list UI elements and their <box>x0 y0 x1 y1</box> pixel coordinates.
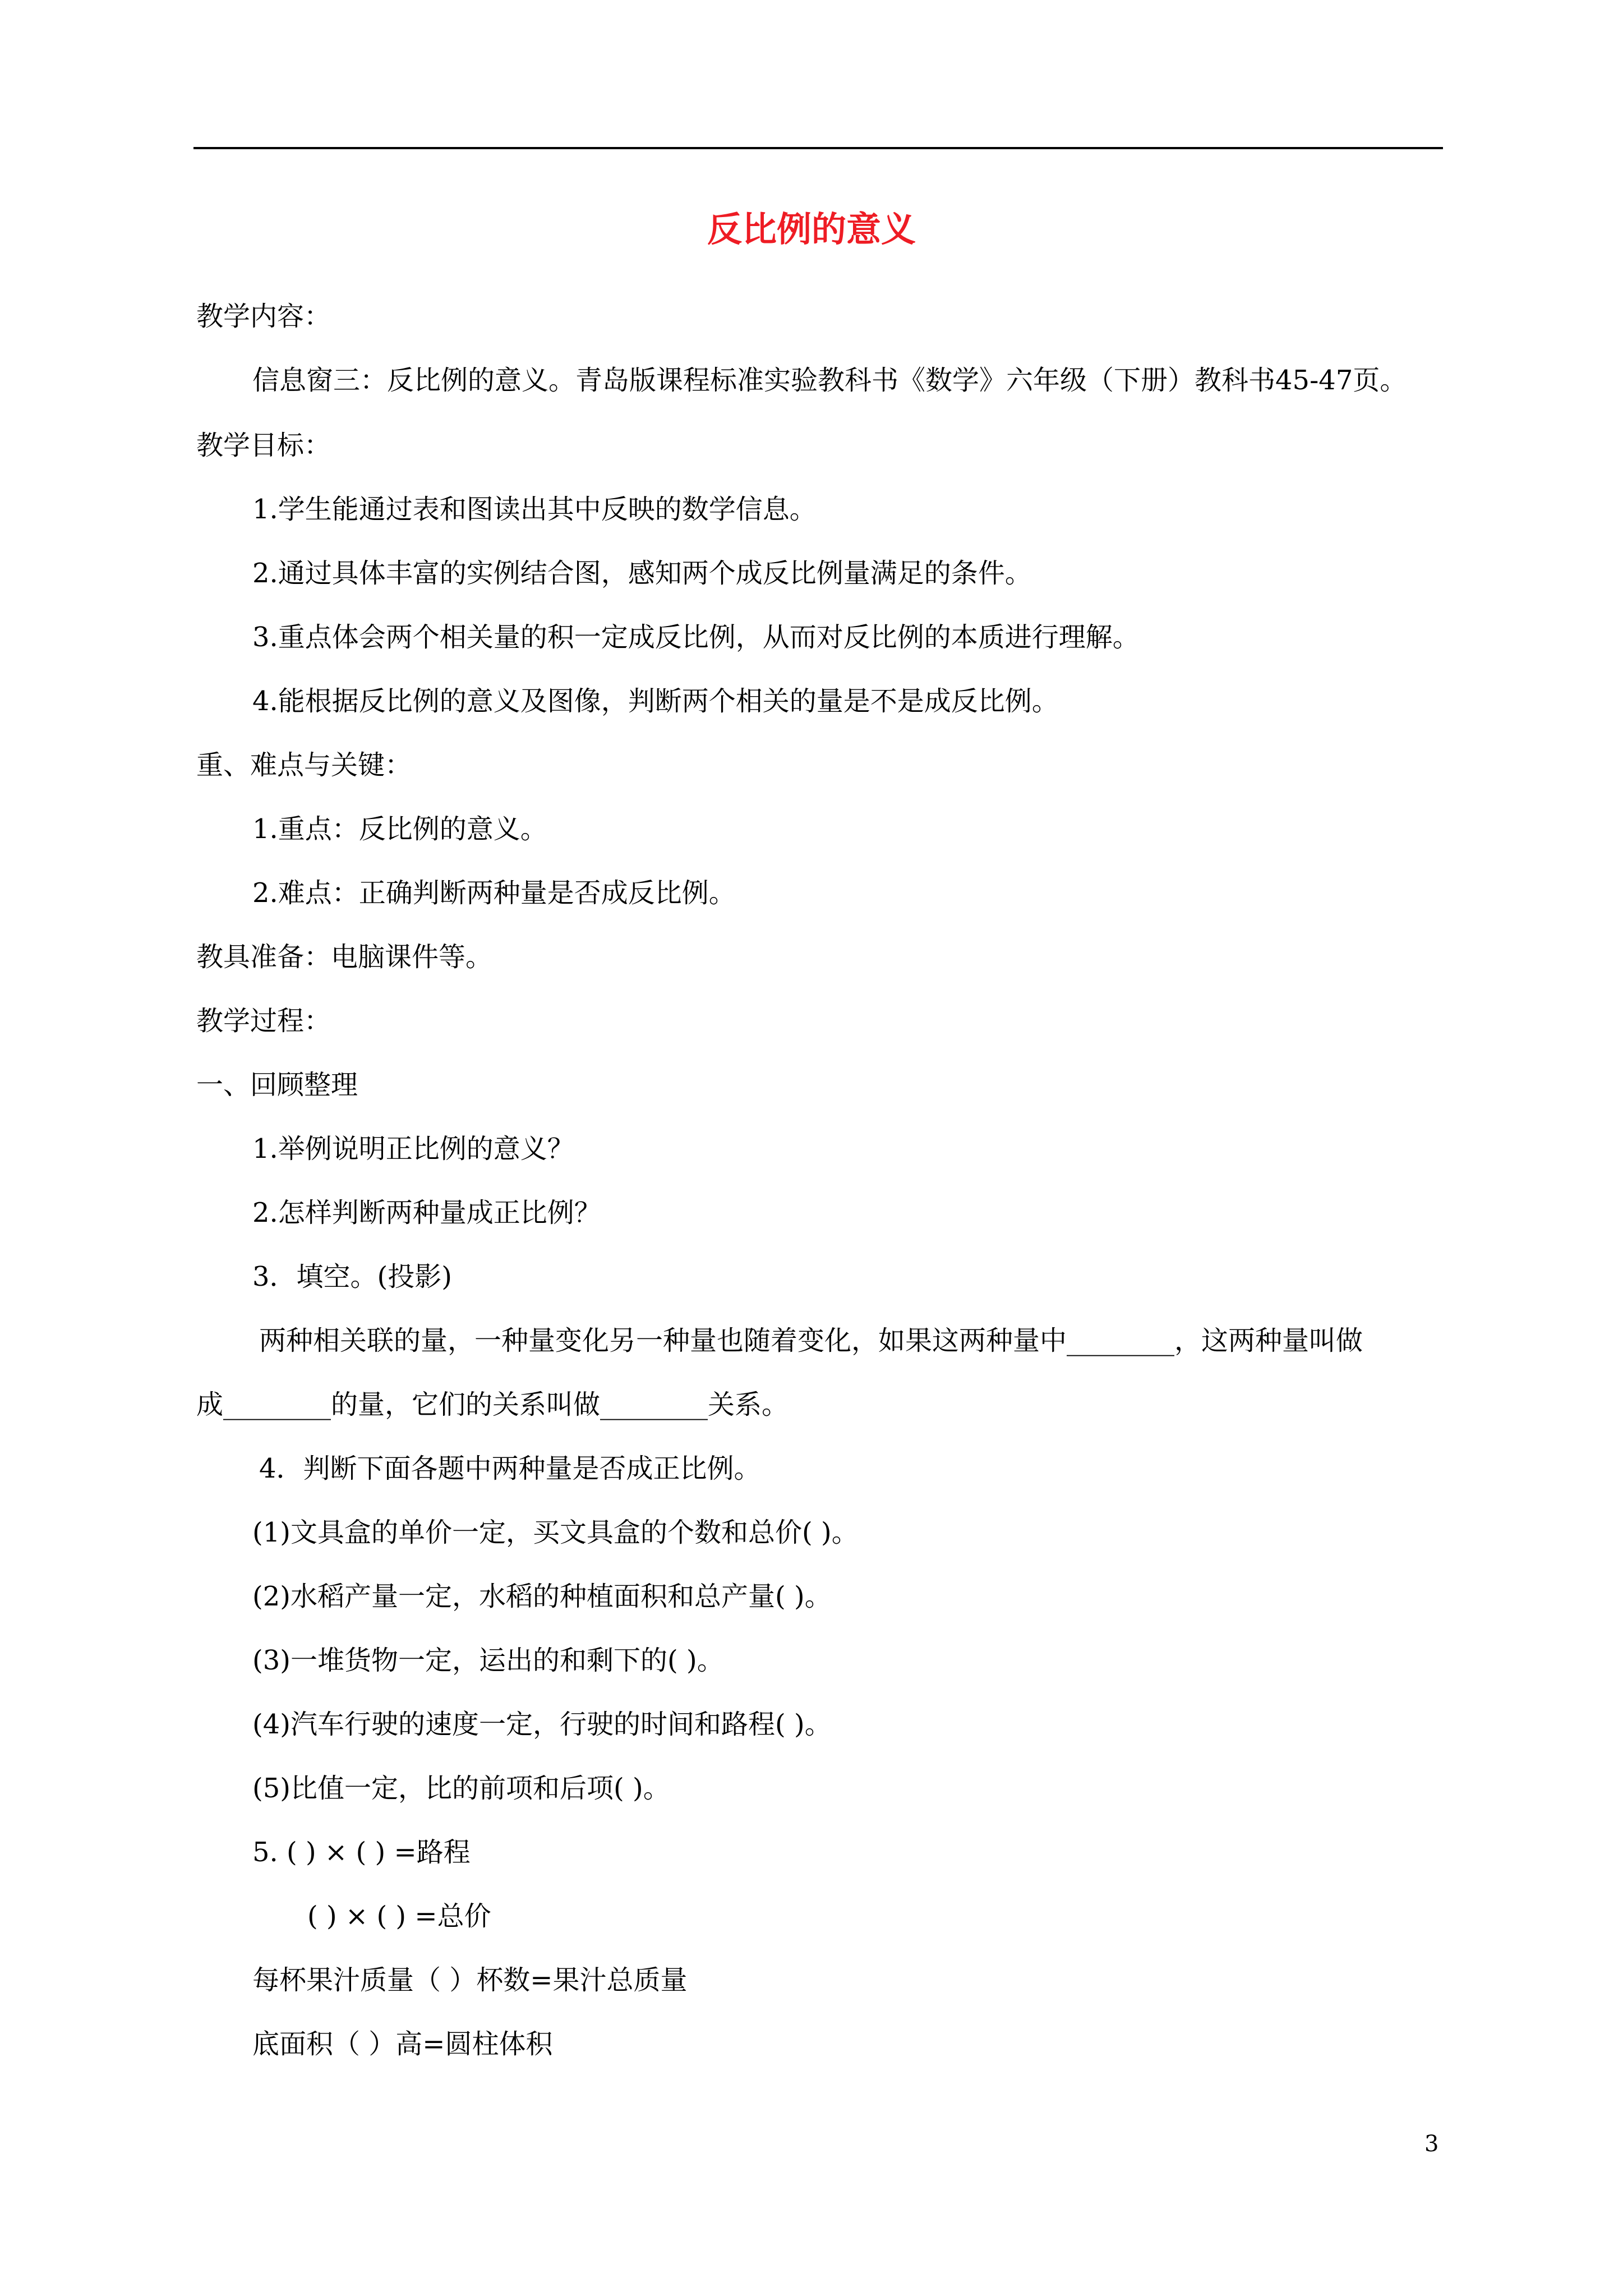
review-item-5-cylinder: 底面积（ ）高=圆柱体积 <box>252 2028 553 2060</box>
judge-item-4: (4)汽车行驶的速度一定，行驶的时间和路程( )。 <box>252 1709 832 1740</box>
goals-heading: 教学目标： <box>196 430 331 461</box>
document-title: 反比例的意义 <box>707 209 916 250</box>
goal-item-3: 3.重点体会两个相关量的积一定成反比例，从而对反比例的本质进行理解。 <box>252 622 1140 653</box>
review-item-2: 2.怎样判断两种量成正比例？ <box>252 1197 601 1228</box>
judge-item-1: (1)文具盒的单价一定，买文具盒的个数和总价( )。 <box>252 1517 859 1548</box>
review-item-4: 4．判断下面各题中两种量是否成正比例。 <box>259 1453 761 1484</box>
goal-item-4: 4.能根据反比例的意义及图像，判断两个相关的量是不是成反比例。 <box>252 685 1059 717</box>
content-body: 信息窗三：反比例的意义。青岛版课程标准实验教科书《数学》六年级（下册）教科书45-47页。 <box>252 365 1407 396</box>
goal-item-1: 1.学生能通过表和图读出其中反映的数学信息。 <box>252 494 817 525</box>
key-heading: 重、难点与关键： <box>196 749 412 781</box>
header-rule <box>193 147 1443 149</box>
content-heading: 教学内容： <box>196 301 331 332</box>
key-item-2: 2.难点：正确判断两种量是否成反比例。 <box>252 877 736 909</box>
review-item-5-juice: 每杯果汁质量（ ）杯数=果汁总质量 <box>252 1964 688 1996</box>
tools-line: 教具准备：电脑课件等。 <box>196 941 493 973</box>
goal-item-2: 2.通过具体丰富的实例结合图，感知两个成反比例量满足的条件。 <box>252 558 1032 589</box>
process-heading: 教学过程： <box>196 1005 331 1037</box>
section-heading-review: 一、回顾整理 <box>196 1069 358 1101</box>
fill-blank-line-1: 两种相关联的量，一种量变化另一种量也随着变化，如果这两种量中________，这两种量叫做 <box>259 1325 1363 1356</box>
key-item-1: 1.重点：反比例的意义。 <box>252 813 547 845</box>
review-item-5-total-price: ( ) × ( ) =总价 <box>307 1901 491 1932</box>
judge-item-2: (2)水稻产量一定，水稻的种植面积和总产量( )。 <box>252 1581 832 1612</box>
review-item-5-distance: 5. ( ) × ( ) =路程 <box>252 1837 471 1868</box>
judge-item-3: (3)一堆货物一定，运出的和剩下的( )。 <box>252 1645 724 1676</box>
fill-blank-line-2: 成________的量，它们的关系叫做________关系。 <box>196 1389 789 1420</box>
review-item-3: 3．填空。(投影) <box>252 1261 452 1292</box>
review-item-1: 1.举例说明正比例的意义？ <box>252 1133 574 1165</box>
judge-item-5: (5)比值一定，比的前项和后项( )。 <box>252 1773 670 1804</box>
page-number: 3 <box>1424 2131 1439 2157</box>
